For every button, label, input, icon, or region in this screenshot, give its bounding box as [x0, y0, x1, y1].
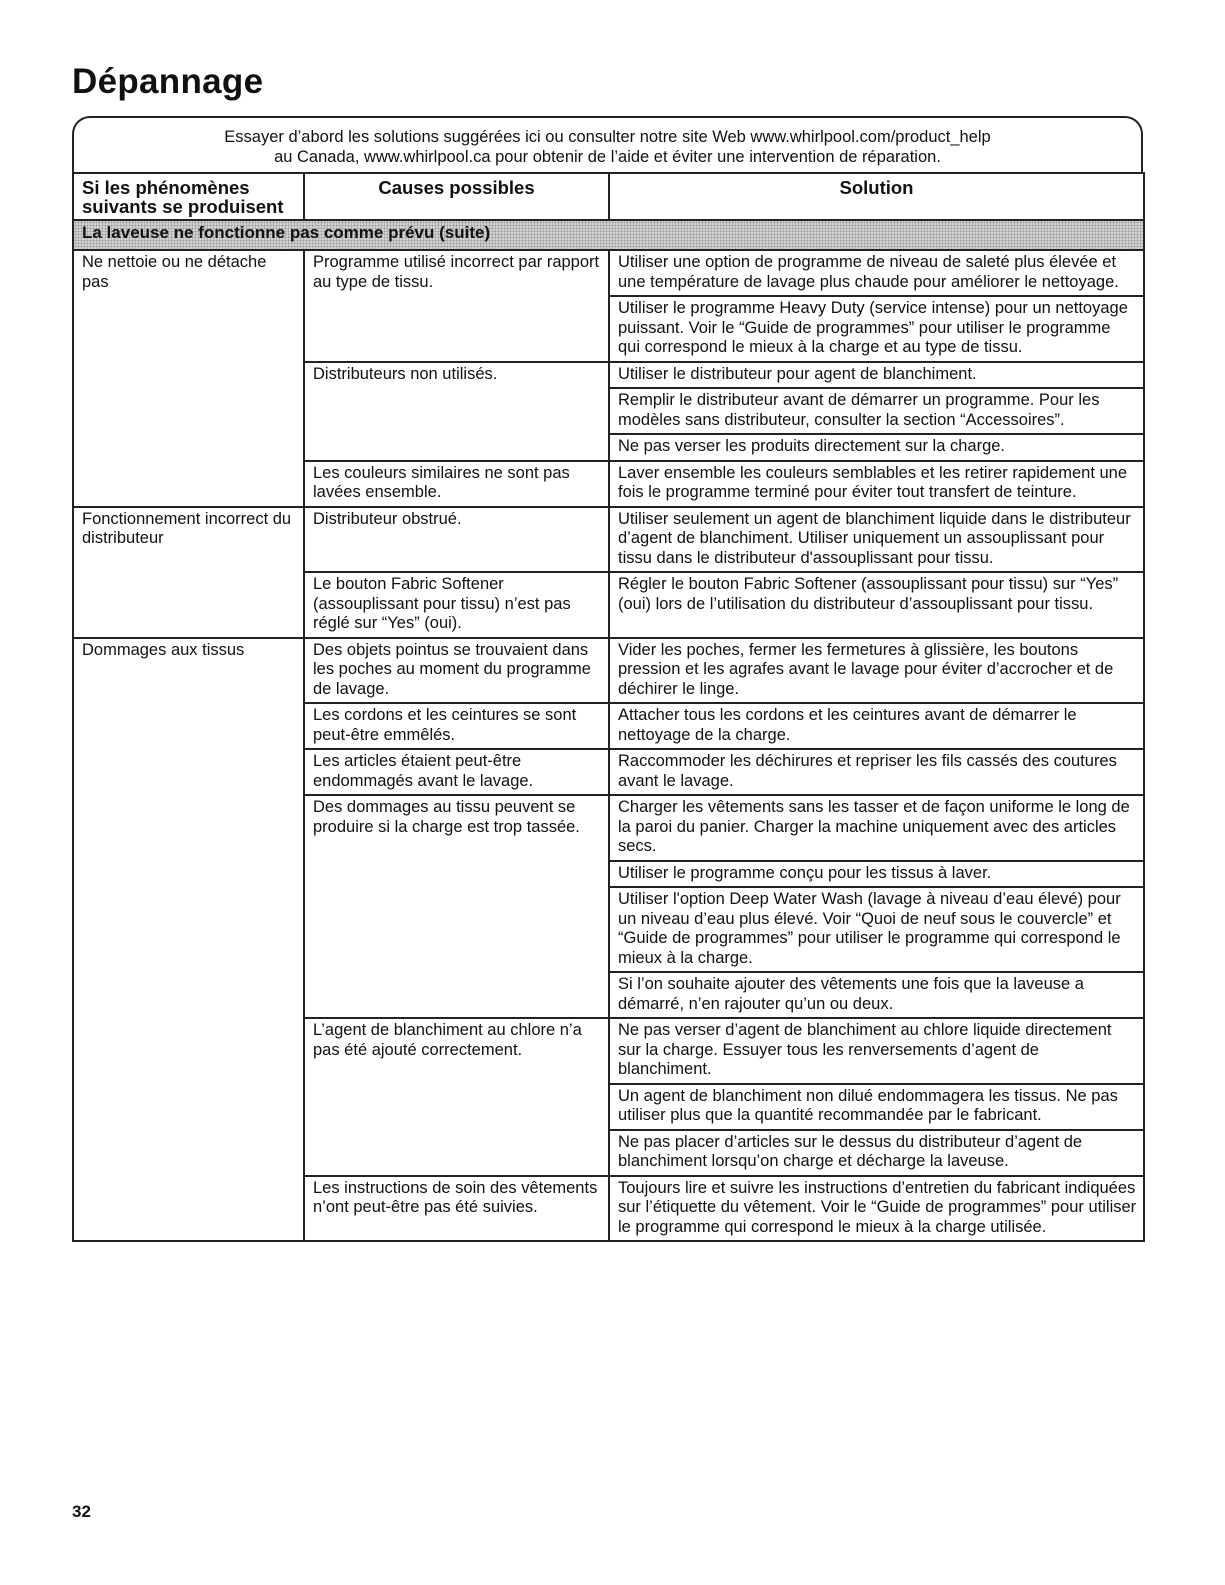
symptom-cell — [73, 861, 304, 888]
table-row — [73, 250, 1144, 296]
table-row — [73, 434, 1144, 461]
cause-cell: Les couleurs similaires ne sont pas lavées ensemble. — [304, 461, 609, 507]
cause-cell: Les articles étaient peut-être endommagés avant le lavage. — [304, 749, 609, 795]
symptom-cell — [73, 388, 304, 434]
cause-cell: Des objets pointus se trouvaient dans les poches au moment du programme de lavage. — [304, 638, 609, 704]
solution-cell: Laver ensemble les couleurs semblables et les retirer rapidement une fois le programme terminé pour éviter tout transfert de teinture. — [609, 461, 1144, 507]
solution-cell: Utiliser seulement un agent de blanchiment liquide dans le distributeur d’agent de blanchiment. Utiliser uniquement un assouplissant pour tissu dans le distributeur d'assouplissant pour tissu. — [609, 507, 1144, 573]
cause-cell: Distributeur obstrué. — [304, 507, 609, 573]
solution-cell: Ne pas verser les produits directement sur la charge. — [609, 434, 1144, 461]
header-symptom: Si les phénomènes suivants se produisent — [73, 173, 304, 220]
solution-cell: Ne pas placer d’articles sur le dessus du distributeur d’agent de blanchiment lorsqu’on charge et décharge la laveuse. — [609, 1130, 1144, 1176]
symptom-cell — [73, 887, 304, 972]
symptom-cell — [73, 703, 304, 749]
solution-cell: Ne pas verser d’agent de blanchiment au chlore liquide directement sur la charge. Essuyer tous les renversements d’agent de blanchiment. — [609, 1018, 1144, 1084]
symptom-cell — [73, 461, 304, 507]
table-row — [73, 388, 1144, 434]
solution-cell: Régler le bouton Fabric Softener (assouplissant pour tissu) sur “Yes” (oui) lors de l’utilisation du distributeur d’assouplissant pour tissu. — [609, 572, 1144, 638]
solution-cell: Si l’on souhaite ajouter des vêtements une fois que la laveuse a démarré, n’en rajouter qu’un ou deux. — [609, 972, 1144, 1018]
table-row — [73, 749, 1144, 795]
symptom-cell — [73, 1176, 304, 1242]
solution-cell: Utiliser l'option Deep Water Wash (lavage à niveau d’eau élevé) pour un niveau d’eau plus élevé. Voir “Quoi de neuf sous le couvercle” et “Guide de programmes” pour utiliser le programme qui correspond le mieux à la charge. — [609, 887, 1144, 972]
solution-cell: Utiliser une option de programme de niveau de saleté plus élevée et une température de lavage plus chaude pour améliorer le nettoyage. — [609, 250, 1144, 296]
table-row — [73, 861, 1144, 888]
symptom-cell: Ne nettoie ou ne détache pas — [73, 250, 304, 296]
solution-cell: Raccommoder les déchirures et repriser les fils cassés des coutures avant le lavage. — [609, 749, 1144, 795]
cause-cell: Les cordons et les ceintures se sont peut-être emmêlés. — [304, 703, 609, 749]
solution-cell: Utiliser le distributeur pour agent de blanchiment. — [609, 362, 1144, 389]
symptom-cell: Dommages aux tissus — [73, 638, 304, 704]
solution-cell: Un agent de blanchiment non dilué endommagera les tissus. Ne pas utiliser plus que la quantité recommandée par le fabricant. — [609, 1084, 1144, 1130]
cause-cell: L’agent de blanchiment au chlore n’a pas été ajouté correctement. — [304, 1018, 609, 1084]
table-row — [73, 972, 1144, 1018]
symptom-cell: Fonctionnement incorrect du distributeur — [73, 507, 304, 573]
intro-line-2: au Canada, www.whirlpool.ca pour obtenir de l’aide et éviter une intervention de réparation. — [274, 148, 941, 166]
table-row — [73, 1018, 1144, 1084]
table-row — [73, 795, 1144, 861]
table-header-row — [73, 173, 1144, 220]
table-row — [73, 1084, 1144, 1130]
table-row — [73, 572, 1144, 638]
symptom-cell — [73, 795, 304, 861]
table-row — [73, 1176, 1144, 1242]
solution-cell: Attacher tous les cordons et les ceintures avant de démarrer le nettoyage de la charge. — [609, 703, 1144, 749]
intro-box — [72, 116, 1143, 173]
table-row — [73, 887, 1144, 972]
section-band — [73, 220, 1144, 250]
symptom-cell — [73, 1018, 304, 1084]
cause-cell: Distributeurs non utilisés. — [304, 362, 609, 389]
header-cause: Causes possibles — [304, 173, 609, 220]
table-row — [73, 507, 1144, 573]
table-row — [73, 296, 1144, 362]
cause-cell: Le bouton Fabric Softener (assouplissant pour tissu) n’est pas réglé sur “Yes” (oui). — [304, 572, 609, 638]
page-title: Dépannage — [72, 62, 264, 101]
cause-cell: Les instructions de soin des vêtements n’ont peut-être pas été suivies. — [304, 1176, 609, 1242]
symptom-cell — [73, 1130, 304, 1176]
symptom-cell — [73, 572, 304, 638]
symptom-cell — [73, 1084, 304, 1130]
solution-cell: Remplir le distributeur avant de démarrer un programme. Pour les modèles sans distributeur, consulter la section “Accessoires”. — [609, 388, 1144, 434]
symptom-cell — [73, 749, 304, 795]
table-row — [73, 461, 1144, 507]
symptom-cell — [73, 296, 304, 362]
solution-cell: Utiliser le programme Heavy Duty (service intense) pour un nettoyage puissant. Voir le “Guide de programmes” pour utiliser le programme qui correspond le mieux à la charge et au type de tissu. — [609, 296, 1144, 362]
table-row — [73, 638, 1144, 704]
cause-cell — [304, 296, 609, 362]
cause-cell — [304, 1084, 609, 1130]
cause-cell: Des dommages au tissu peuvent se produire si la charge est trop tassée. — [304, 795, 609, 861]
table-row — [73, 362, 1144, 389]
symptom-cell — [73, 362, 304, 389]
header-solution: Solution — [609, 173, 1144, 220]
table-row — [73, 703, 1144, 749]
solution-cell: Utiliser le programme conçu pour les tissus à laver. — [609, 861, 1144, 888]
troubleshooting-table — [72, 172, 1145, 1242]
cause-cell — [304, 861, 609, 888]
page-number: 32 — [72, 1502, 91, 1521]
solution-cell: Charger les vêtements sans les tasser et de façon uniforme le long de la paroi du panier. Charger la machine uniquement avec des articles secs. — [609, 795, 1144, 861]
cause-cell — [304, 434, 609, 461]
table-row — [73, 1130, 1144, 1176]
cause-cell: Programme utilisé incorrect par rapport au type de tissu. — [304, 250, 609, 296]
cause-cell — [304, 388, 609, 434]
cause-cell — [304, 887, 609, 972]
section-title: La laveuse ne fonctionne pas comme prévu (suite) — [73, 220, 1144, 250]
cause-cell — [304, 1130, 609, 1176]
symptom-cell — [73, 434, 304, 461]
solution-cell: Toujours lire et suivre les instructions d’entretien du fabricant indiquées sur l’étiquette du vêtement. Voir le “Guide de programmes” pour utiliser le programme qui correspond le mieux à la charge utilisée. — [609, 1176, 1144, 1242]
cause-cell — [304, 972, 609, 1018]
solution-cell: Vider les poches, fermer les fermetures à glissière, les boutons pression et les agrafes avant le lavage pour éviter d’accrocher et de déchirer le linge. — [609, 638, 1144, 704]
intro-line-1: Essayer d’abord les solutions suggérées ici ou consulter notre site Web www.whirlpool.com/product_help — [224, 128, 991, 146]
symptom-cell — [73, 972, 304, 1018]
